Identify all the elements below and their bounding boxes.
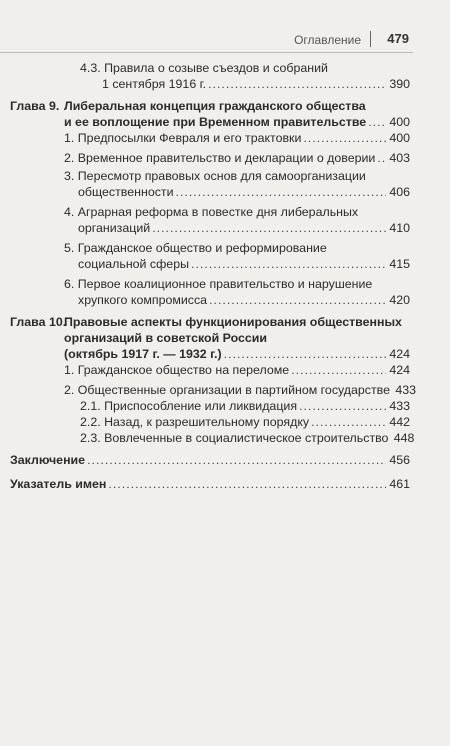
toc-entry-10-2-2: [80, 414, 410, 430]
header-page-number: 479: [387, 31, 409, 46]
toc-entry-text: 2. Временное правительство и декларации о доверии: [64, 151, 376, 165]
toc-entry-text: общественности: [78, 185, 174, 199]
chapter-title: Либеральная концепция гражданского общества: [64, 99, 366, 113]
dot-leader: [291, 362, 386, 378]
toc-chapter-9: [64, 98, 410, 130]
toc-entry-9-2: [64, 150, 410, 166]
dot-leader: [299, 398, 386, 414]
dot-leader: [152, 220, 386, 236]
toc-page-number: 424: [389, 347, 410, 361]
toc-entry-9-4: [64, 204, 410, 236]
chapter-title: организаций в советской России: [64, 331, 268, 345]
toc-index: [10, 476, 410, 492]
toc-page-number: 448: [393, 431, 415, 445]
toc-page-number: 442: [389, 415, 410, 429]
toc-page-number: 400: [389, 115, 410, 129]
toc-page-number: 461: [389, 477, 410, 491]
toc-conclusion: [10, 452, 410, 468]
chapter-title: Правовые аспекты функционирования общественных: [64, 315, 402, 329]
toc-entry-4-3: [80, 60, 410, 92]
toc-entry-text: 1. Гражданское общество на переломе: [64, 363, 290, 377]
toc-page-number: 424: [389, 363, 410, 377]
toc-entry-text: Указатель имен: [10, 477, 107, 491]
dot-leader: [208, 76, 386, 92]
toc-entry-text: 2.3. Вовлеченные в социалистическое строительство: [80, 431, 389, 445]
dot-leader: [368, 114, 386, 130]
toc-entry-text: 5. Гражданское общество и реформирование: [64, 241, 327, 255]
chapter-label: Глава 9.: [10, 99, 60, 113]
dot-leader: [87, 452, 386, 468]
dot-leader: [209, 292, 386, 308]
toc-entry-text: 4. Аграрная реформа в повестке дня либеральных: [64, 205, 359, 219]
header-separator: [370, 31, 371, 47]
dot-leader: [224, 346, 386, 362]
toc-entry-10-2-3: [80, 430, 415, 446]
toc-entry-text: 2.2. Назад, к разрешительному порядку: [80, 415, 310, 429]
toc-entry-9-5: [64, 240, 410, 272]
chapter-label: Глава 10.: [10, 315, 67, 329]
toc-page-number: 456: [389, 453, 410, 467]
toc-entry-10-1: [64, 362, 410, 378]
running-header: [0, 30, 413, 53]
toc-entry-text: Заключение: [10, 453, 86, 467]
chapter-title: (октябрь 1917 г. — 1932 г.): [64, 347, 222, 361]
dot-leader: [191, 256, 386, 272]
toc-entry-text: социальной сферы: [78, 257, 189, 271]
toc-page-number: 433: [395, 383, 417, 397]
toc-entry-text: 6. Первое коалиционное правительство и нарушение: [64, 277, 373, 291]
dot-leader: [377, 150, 386, 166]
dot-leader: [108, 476, 386, 492]
toc-entry-9-3: [64, 168, 410, 200]
toc-entry-text: 2. Общественные организации в партийном государстве: [64, 383, 391, 397]
toc-entry-text: организаций: [78, 221, 151, 235]
toc-page-number: 403: [389, 151, 410, 165]
toc-entry-text: хрупкого компромисса: [78, 293, 208, 307]
toc-entry-text: 4.3. Правила о созыве съездов и собраний: [80, 61, 328, 75]
toc-entry-text: 1 сентября 1916 г.: [102, 77, 207, 91]
toc-page-number: 420: [389, 293, 410, 307]
toc-entry-10-2: [64, 382, 417, 398]
chapter-title: и ее воплощение при Временном правительстве: [64, 115, 367, 129]
toc-entry-text: 1. Предпосылки Февраля и его трактовки: [64, 131, 302, 145]
toc-page-number: 415: [389, 257, 410, 271]
toc-page-number: 433: [389, 399, 410, 413]
toc-page-number: 410: [389, 221, 410, 235]
toc-entry-text: 3. Пересмотр правовых основ для самоорганизации: [64, 169, 366, 183]
toc-entry-10-2-1: [80, 398, 410, 414]
toc-entry-9-1: [64, 130, 410, 146]
toc-page-number: 400: [389, 131, 410, 145]
toc-page-number: 390: [389, 77, 410, 91]
toc-chapter-10: [64, 314, 410, 362]
dot-leader: [176, 184, 386, 200]
dot-leader: [311, 414, 386, 430]
dot-leader: [303, 130, 386, 146]
toc-page-number: 406: [389, 185, 410, 199]
toc-entry-text: 2.1. Приспособление или ликвидация: [80, 399, 298, 413]
toc-entry-9-6: [64, 276, 410, 308]
header-title: Оглавление: [294, 33, 361, 47]
